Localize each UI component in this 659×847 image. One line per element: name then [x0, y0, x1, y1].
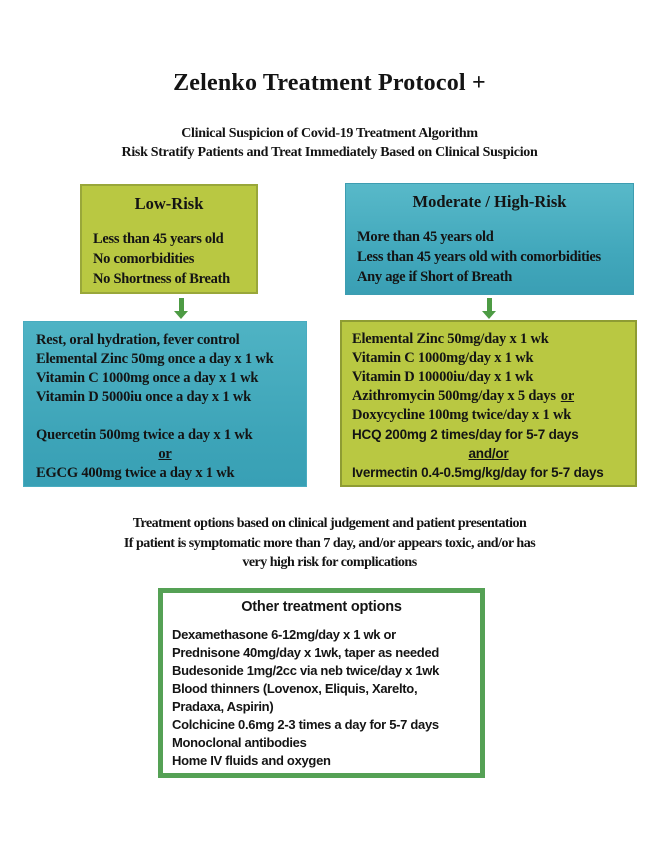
- blank-line: [36, 407, 294, 426]
- arrow-stem: [179, 298, 184, 311]
- option-line: Dexamethasone 6-12mg/day x 1 wk or: [172, 627, 396, 642]
- option-line: Prednisone 40mg/day x 1wk, taper as needed: [172, 645, 440, 660]
- criteria-line: Less than 45 years old with comorbidities: [357, 249, 601, 265]
- or-underlined: or: [560, 388, 575, 404]
- other-treatment-options-box: [158, 588, 485, 778]
- option-line: Pradaxa, Aspirin): [172, 699, 274, 714]
- other-treatment-options-title: Other treatment options: [241, 599, 402, 615]
- or-connector: or: [158, 446, 172, 462]
- subtitle-line-2: Risk Stratify Patients and Treat Immediately Based on Clinical Suspicion: [121, 145, 538, 160]
- arrow-stem: [487, 298, 492, 311]
- criteria-line: Any age if Short of Breath: [357, 269, 513, 285]
- option-line: Home IV fluids and oxygen: [172, 753, 331, 768]
- treatment-line: Vitamin D 5000iu once a day x 1 wk: [36, 389, 252, 405]
- note-line-2: If patient is symptomatic more than 7 day, and/or appears toxic, and/or has: [123, 535, 536, 551]
- treatment-line: Vitamin C 1000mg/day x 1 wk: [352, 350, 534, 366]
- treatment-line: HCQ 200mg 2 times/day for 5-7 days: [352, 427, 579, 442]
- low-risk-criteria: [82, 214, 256, 289]
- treatment-line: Quercetin 500mg twice a day x 1 wk: [36, 427, 253, 443]
- and-or-connector: and/or: [468, 446, 509, 461]
- option-line: Budesonide 1mg/2cc via neb twice/day x 1wk: [172, 663, 440, 678]
- low-risk-box-title: Low-Risk: [134, 194, 204, 213]
- down-arrow-icon: [482, 298, 496, 319]
- option-line: Colchicine 0.6mg 2-3 times a day for 5-7 days: [172, 717, 439, 732]
- clinical-judgement-note: [0, 514, 659, 573]
- low-risk-box: [80, 184, 258, 294]
- criteria-line: Less than 45 years old: [93, 231, 224, 247]
- treatment-line: Vitamin C 1000mg once a day x 1 wk: [36, 370, 259, 386]
- arrow-head: [174, 311, 188, 319]
- treatment-line: Ivermectin 0.4-0.5mg/kg/day for 5-7 days: [352, 465, 604, 480]
- criteria-line: No Shortness of Breath: [93, 271, 230, 287]
- treatment-line: [352, 387, 625, 406]
- criteria-line: No comorbidities: [93, 251, 195, 267]
- note-line-1: Treatment options based on clinical judgement and patient presentation: [132, 516, 527, 531]
- option-line: Blood thinners (Lovenox, Eliquis, Xarelto,: [172, 681, 418, 696]
- moderate-high-risk-box: [345, 183, 634, 295]
- treatment-line: Vitamin D 10000iu/day x 1 wk: [352, 369, 534, 385]
- moderate-high-risk-criteria: [346, 212, 633, 287]
- other-treatment-options-list: [172, 626, 471, 770]
- page-title: Zelenko Treatment Protocol +: [173, 70, 486, 96]
- arrow-head: [482, 311, 496, 319]
- subtitle-line-1: Clinical Suspicion of Covid-19 Treatment Algorithm: [181, 126, 478, 141]
- low-risk-treatment-box: [23, 321, 307, 487]
- treatment-line: EGCG 400mg twice a day x 1 wk: [36, 465, 235, 481]
- moderate-high-risk-treatment-box: [340, 320, 637, 487]
- treatment-line: Elemental Zinc 50mg/day x 1 wk: [352, 331, 549, 347]
- note-line-3: very high risk for complications: [242, 555, 417, 570]
- option-line: Monoclonal antibodies: [172, 735, 307, 750]
- criteria-line: More than 45 years old: [357, 229, 494, 245]
- down-arrow-icon: [174, 298, 188, 319]
- moderate-high-risk-box-title: Moderate / High-Risk: [412, 192, 567, 211]
- treatment-line: Rest, oral hydration, fever control: [36, 332, 240, 348]
- treatment-line: Elemental Zinc 50mg once a day x 1 wk: [36, 351, 274, 367]
- subtitle: [0, 124, 659, 162]
- azithromycin-text: Azithromycin 500mg/day x 5 days: [352, 388, 556, 404]
- treatment-line: Doxycycline 100mg twice/day x 1 wk: [352, 407, 572, 423]
